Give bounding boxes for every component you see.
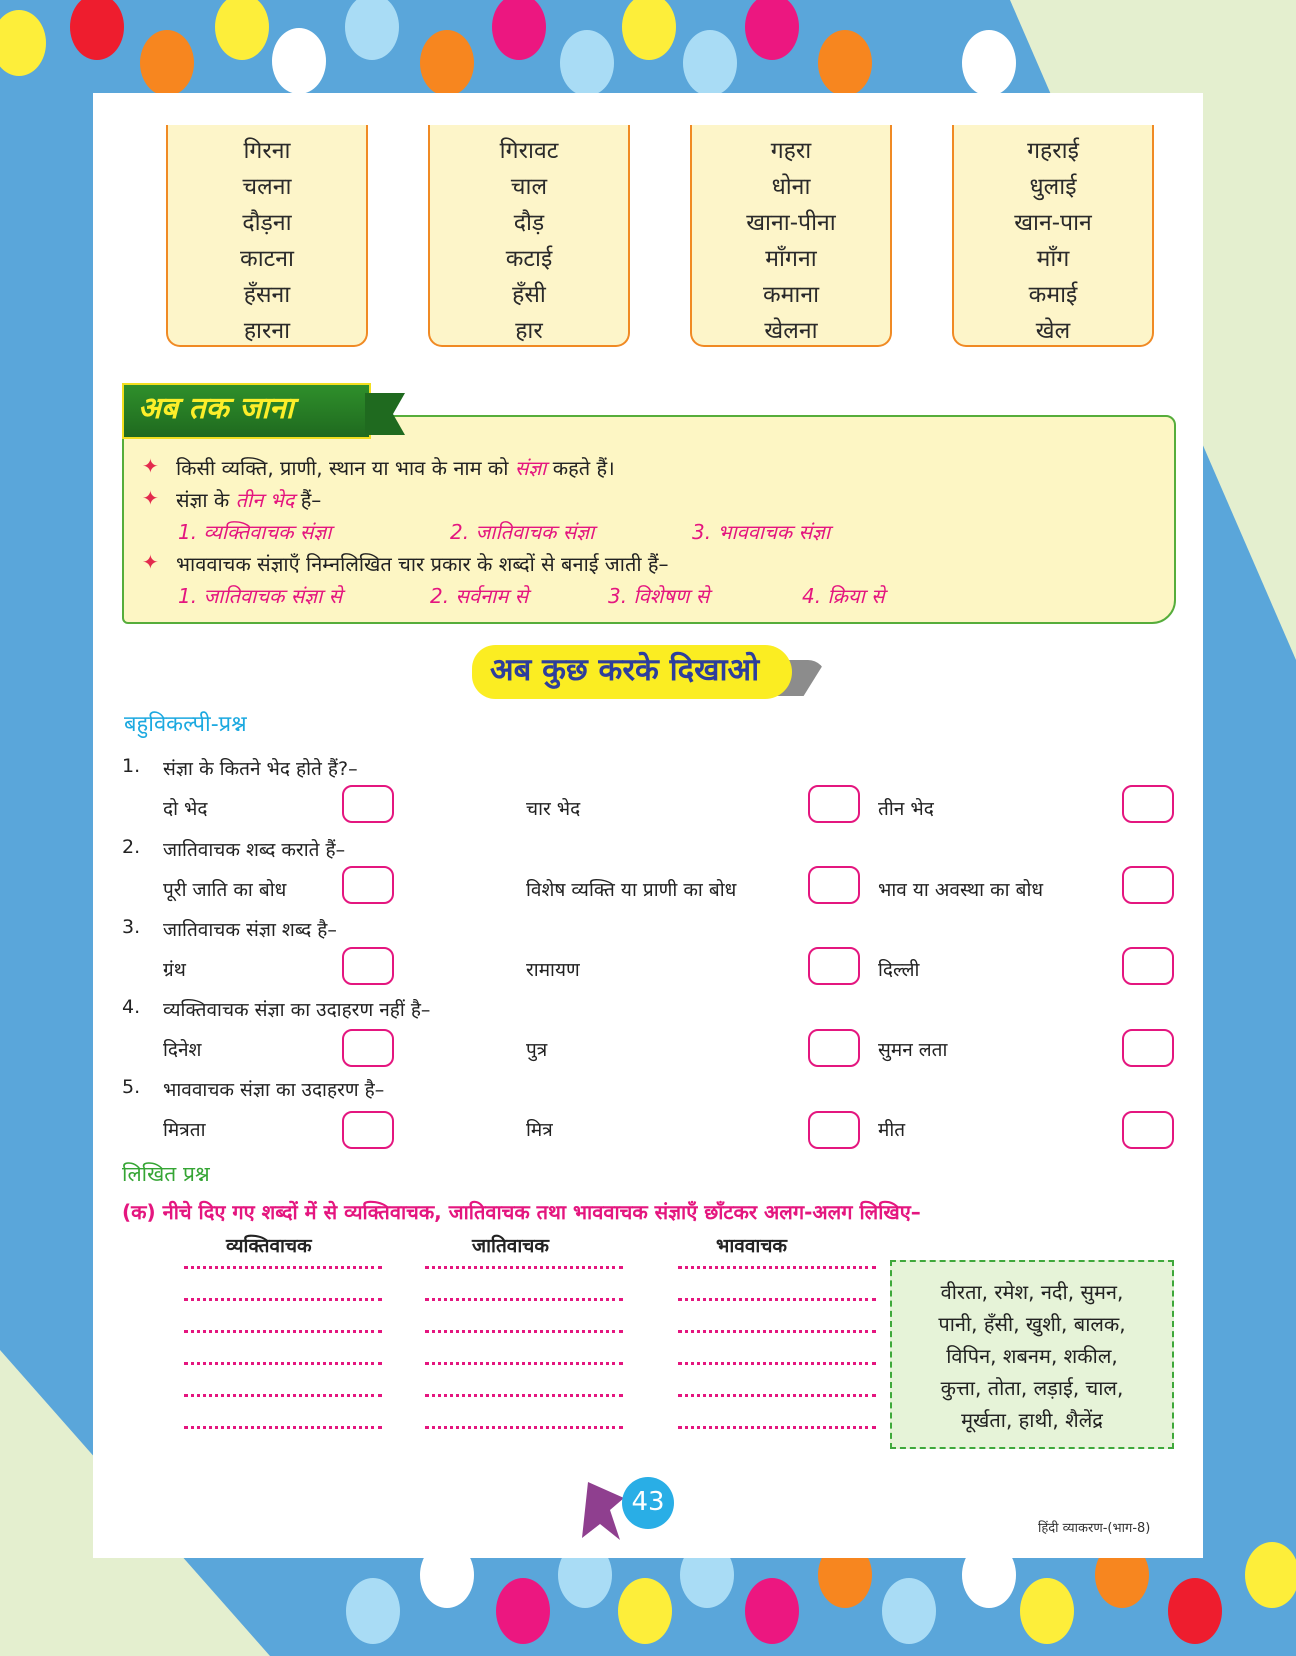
- option-label: विशेष व्यक्ति या प्राणी का बोध: [526, 879, 737, 901]
- word-bank-line: विपिन, शबनम, शकील,: [946, 1344, 1118, 1368]
- word: दौड़: [513, 210, 545, 236]
- word-box-1: [166, 125, 368, 347]
- answer-line[interactable]: [184, 1266, 382, 1269]
- summary-type: 3. भाववाचक संज्ञा: [692, 520, 831, 544]
- dot: [0, 10, 46, 76]
- question-number: 4.: [122, 996, 141, 1018]
- text: किसी व्यक्ति, प्राणी, स्थान या भाव के नाम को: [176, 456, 509, 480]
- word: कमाई: [1028, 282, 1078, 308]
- word: खाना-पीना: [746, 210, 836, 236]
- summary-source: 1. जातिवाचक संज्ञा से: [178, 584, 343, 608]
- dot: [140, 30, 194, 96]
- bullet-icon: ✦: [142, 486, 159, 510]
- option-label: दो भेद: [163, 798, 208, 820]
- word: गहरा: [770, 138, 812, 164]
- column-heading: व्यक्तिवाचक: [226, 1235, 312, 1257]
- option-label: रामायण: [526, 959, 580, 981]
- page-number: 43: [631, 1487, 665, 1517]
- question-text: जातिवाचक संज्ञा शब्द है–: [163, 919, 337, 941]
- highlight: संज्ञा: [514, 456, 547, 480]
- dot: [882, 1578, 936, 1644]
- word: दौड़ना: [242, 210, 292, 236]
- word: हँसना: [243, 282, 291, 308]
- dot: [745, 0, 799, 60]
- answer-line[interactable]: [678, 1426, 876, 1429]
- summary-line-1: [176, 454, 615, 481]
- word: धुलाई: [1029, 174, 1077, 200]
- written-heading: लिखित प्रश्न: [122, 1162, 210, 1186]
- dot: [215, 0, 269, 60]
- text: कहते हैं।: [552, 456, 615, 480]
- word-box-4: [952, 125, 1154, 347]
- summary-line-3: भाववाचक संज्ञाएँ निम्नलिखित चार प्रकार के शब्दों से बनाई जाती हैं–: [176, 552, 669, 576]
- word: चाल: [510, 174, 548, 200]
- word: माँग: [1036, 246, 1070, 272]
- option-label: मीत: [878, 1119, 906, 1141]
- question-text: जातिवाचक शब्द कराते हैं–: [163, 839, 346, 861]
- word: गिरना: [243, 138, 291, 164]
- dot: [272, 28, 326, 94]
- question-number: 5.: [122, 1076, 141, 1098]
- answer-box[interactable]: [342, 866, 394, 904]
- option-label: सुमन लता: [878, 1039, 948, 1061]
- answer-box[interactable]: [342, 1029, 394, 1067]
- option-label: पुत्र: [526, 1039, 548, 1061]
- answer-line[interactable]: [678, 1266, 876, 1269]
- dot: [818, 30, 872, 96]
- option-label: भाव या अवस्था का बोध: [878, 879, 1044, 901]
- word: खान-पान: [1014, 210, 1092, 236]
- answer-line[interactable]: [184, 1394, 382, 1397]
- dot: [496, 1578, 550, 1644]
- answer-line[interactable]: [184, 1298, 382, 1301]
- word: गहराई: [1027, 138, 1079, 164]
- bullet-icon: ✦: [142, 550, 159, 574]
- word-box-3: [690, 125, 892, 347]
- answer-box[interactable]: [808, 1111, 860, 1149]
- dot: [683, 30, 737, 96]
- dot: [70, 0, 124, 60]
- dot: [1168, 1578, 1222, 1644]
- text: संज्ञा के: [176, 488, 230, 512]
- answer-box[interactable]: [1122, 1111, 1174, 1149]
- option-label: पूरी जाति का बोध: [163, 879, 287, 901]
- answer-box[interactable]: [808, 785, 860, 823]
- word-bank-line: पानी, हँसी, खुशी, बालक,: [938, 1312, 1126, 1336]
- question-number: 2.: [122, 836, 141, 858]
- word-bank-line: कुत्ता, तोता, लड़ाई, चाल,: [940, 1376, 1124, 1400]
- answer-box[interactable]: [808, 1029, 860, 1067]
- answer-line[interactable]: [678, 1330, 876, 1333]
- text: हैं–: [300, 488, 322, 512]
- option-label: दिल्ली: [878, 959, 920, 981]
- highlight: तीन भेद: [235, 488, 295, 512]
- option-label: ग्रंथ: [163, 959, 186, 981]
- question-text: व्यक्तिवाचक संज्ञा का उदाहरण नहीं है–: [163, 999, 431, 1021]
- answer-box[interactable]: [808, 947, 860, 985]
- word: धोना: [771, 174, 811, 200]
- question-text: भाववाचक संज्ञा का उदाहरण है–: [163, 1079, 385, 1101]
- dot: [346, 1578, 400, 1644]
- answer-line[interactable]: [425, 1298, 623, 1301]
- mcq-heading: बहुविकल्पी-प्रश्न: [124, 712, 247, 737]
- dot: [962, 30, 1016, 96]
- word-bank-line: वीरता, रमेश, नदी, सुमन,: [940, 1280, 1124, 1304]
- word: हार: [515, 318, 543, 344]
- word: खेलना: [764, 318, 818, 344]
- written-instruction: (क) नीचे दिए गए शब्दों में से व्यक्तिवाचक, जातिवाचक तथा भाववाचक संज्ञाएँ छाँटकर अलग-अलग लिखिए–: [122, 1200, 921, 1224]
- bottom-dots: [0, 1556, 1296, 1656]
- word: हँसी: [512, 282, 546, 308]
- answer-line[interactable]: [425, 1426, 623, 1429]
- column-heading: जातिवाचक: [472, 1235, 549, 1257]
- answer-line[interactable]: [425, 1394, 623, 1397]
- answer-line[interactable]: [184, 1362, 382, 1365]
- answer-line[interactable]: [184, 1330, 382, 1333]
- word: हारना: [243, 318, 291, 344]
- option-label: दिनेश: [163, 1039, 202, 1061]
- word: कमाना: [762, 282, 820, 308]
- dot: [622, 0, 676, 60]
- answer-line[interactable]: [184, 1426, 382, 1429]
- dot: [1245, 1542, 1296, 1608]
- word: माँगना: [765, 246, 817, 272]
- answer-line[interactable]: [425, 1362, 623, 1365]
- bullet-icon: ✦: [142, 454, 159, 478]
- answer-box[interactable]: [808, 866, 860, 904]
- dot: [492, 0, 546, 60]
- answer-line[interactable]: [678, 1394, 876, 1397]
- dot: [420, 30, 474, 96]
- answer-line[interactable]: [425, 1330, 623, 1333]
- footer-book-title: हिंदी व्याकरण-(भाग-8): [1038, 1521, 1151, 1536]
- question-number: 1.: [122, 755, 141, 777]
- question-text: संज्ञा के कितने भेद होते हैं?–: [163, 758, 358, 780]
- dot: [345, 0, 399, 60]
- answer-line[interactable]: [678, 1298, 876, 1301]
- dot: [618, 1578, 672, 1644]
- answer-box[interactable]: [342, 785, 394, 823]
- word-box-2: [428, 125, 630, 347]
- answer-box[interactable]: [1122, 947, 1174, 985]
- summary-type: 2. जातिवाचक संज्ञा: [450, 520, 595, 544]
- option-label: मित्रता: [163, 1119, 206, 1141]
- summary-source: 3. विशेषण से: [608, 584, 710, 608]
- answer-box[interactable]: [342, 1111, 394, 1149]
- answer-box[interactable]: [1122, 866, 1174, 904]
- answer-line[interactable]: [678, 1362, 876, 1365]
- dot: [1020, 1578, 1074, 1644]
- option-label: मित्र: [526, 1119, 553, 1141]
- answer-box[interactable]: [342, 947, 394, 985]
- word: खेल: [1035, 318, 1071, 344]
- summary-source: 2. सर्वनाम से: [430, 584, 529, 608]
- summary-banner-title: अब तक जाना: [138, 391, 294, 426]
- option-label: तीन भेद: [878, 798, 934, 820]
- word: चलना: [242, 174, 292, 200]
- top-dots: [0, 0, 1296, 100]
- summary-line-2: [176, 486, 321, 513]
- question-number: 3.: [122, 916, 141, 938]
- answer-line[interactable]: [425, 1266, 623, 1269]
- word-bank-box: [890, 1260, 1174, 1449]
- column-heading: भाववाचक: [716, 1235, 787, 1257]
- summary-type: 1. व्यक्तिवाचक संज्ञा: [178, 520, 332, 544]
- word-bank-line: मूर्खता, हाथी, शैलेंद्र: [961, 1408, 1103, 1432]
- activity-title: अब कुछ करके दिखाओ: [490, 652, 760, 688]
- option-label: चार भेद: [526, 798, 581, 820]
- summary-source: 4. क्रिया से: [802, 584, 885, 608]
- dot: [560, 30, 614, 96]
- word: गिरावट: [499, 138, 559, 164]
- answer-box[interactable]: [1122, 785, 1174, 823]
- word: कटाई: [505, 246, 553, 272]
- word: काटना: [240, 246, 294, 272]
- answer-box[interactable]: [1122, 1029, 1174, 1067]
- dot: [745, 1578, 799, 1644]
